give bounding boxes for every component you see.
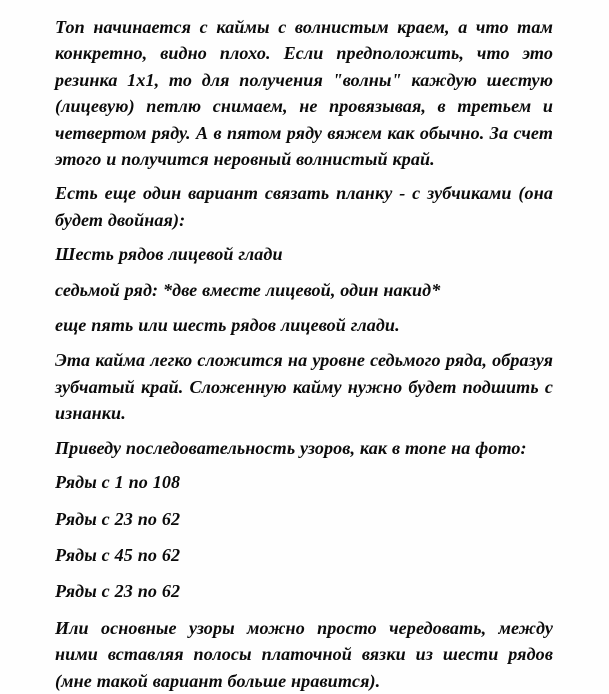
paragraph-five-or-six-more-rows: еще пять или шесть рядов лицевой глади. bbox=[55, 315, 400, 336]
row-range-1-108: Ряды с 1 по 108 bbox=[55, 472, 181, 493]
row-range-23-62-second: Ряды с 23 по 62 bbox=[55, 581, 181, 602]
paragraph-alternative-placket: Есть еще один вариант связать планку - с зубчиками (она будет двойная): bbox=[55, 183, 553, 230]
paragraph-alternating-patterns: Или основные узоры можно просто чередовать, между ними вставляя полосы платочной вязки из шести рядов (мне такой вариант больше нравится). bbox=[55, 617, 553, 691]
row-range-45-62: Ряды с 45 по 62 bbox=[55, 544, 181, 565]
paragraph-seventh-row-pattern: седьмой ряд: *две вместе лицевой, один накид* bbox=[55, 279, 441, 300]
paragraph-pattern-sequence-intro: Приведу последовательность узоров, как в топе на фото: bbox=[55, 437, 527, 458]
paragraph-six-rows-stockinette: Шесть рядов лицевой глади bbox=[55, 244, 283, 265]
row-range-23-62-first: Ряды с 23 по 62 bbox=[55, 508, 181, 529]
paragraph-intro-wavy-edge: Топ начинается с каймы с волнистым краем, а что там конкретно, видно плохо. Если предположить, что это резинка 1х1, то для получения "волны" каждую шестую (лицевую) петлю снимаем, не провязывая, в третьем и четвертом ряду. А в пятом ряду вяжем как обычно. За счет этого и получится неровный волнистый край. bbox=[55, 17, 553, 170]
paragraph-folding-border: Эта кайма легко сложится на уровне седьмого ряда, образуя зубчатый край. Сложенную кайму нужно будет подшить с изнанки. bbox=[55, 350, 553, 424]
